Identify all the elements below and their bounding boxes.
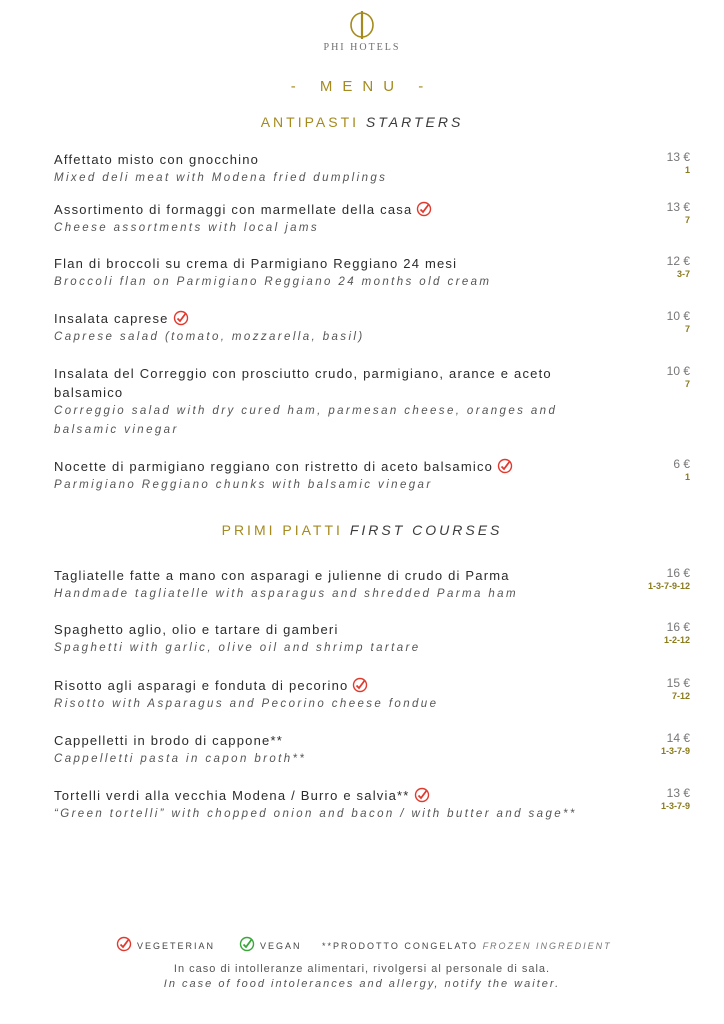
item-price: 6 € bbox=[673, 457, 690, 471]
menu-item bbox=[54, 620, 690, 658]
item-name-en: Spaghetti with garlic, olive oil and shrimp tartare bbox=[54, 642, 421, 654]
item-name-it: Nocette di parmigiano reggiano con ristretto di aceto balsamico bbox=[54, 459, 494, 474]
item-name-en: Caprese salad (tomato, mozzarella, basil) bbox=[54, 331, 365, 343]
item-allergens: 1-2-12 bbox=[663, 635, 690, 645]
vegetarian-icon bbox=[352, 677, 368, 693]
legend-frozen-en: FROZEN INGREDIENT bbox=[482, 941, 612, 951]
menu-item bbox=[54, 200, 690, 238]
phi-logo-icon bbox=[347, 10, 377, 40]
item-price: 16 € bbox=[666, 620, 690, 634]
section-title-starters bbox=[0, 114, 724, 130]
item-price: 12 € bbox=[666, 254, 690, 268]
item-name-it: Risotto agli asparagi e fonduta di pecorino bbox=[54, 678, 349, 693]
item-price: 13 € bbox=[666, 150, 690, 164]
item-price: 10 € bbox=[666, 364, 690, 378]
allergy-notice-en: In case of food intolerances and allergy, notify the waiter. bbox=[163, 978, 561, 990]
item-name-it: Insalata caprese bbox=[54, 311, 169, 326]
item-allergens: 1 bbox=[684, 165, 690, 175]
item-name-it: Tortelli verdi alla vecchia Modena / Burro e salvia** bbox=[54, 788, 410, 803]
vegetarian-icon bbox=[173, 310, 189, 326]
item-price: 10 € bbox=[666, 309, 690, 323]
legend bbox=[0, 936, 724, 952]
item-name-it: Spaghetto aglio, olio e tartare di gamberi bbox=[54, 622, 339, 637]
item-name-en: Broccoli flan on Parmigiano Reggiano 24 months old cream bbox=[54, 276, 492, 288]
legend-frozen-it: **PRODOTTO CONGELATO bbox=[322, 941, 479, 951]
item-name-it: Tagliatelle fatte a mano con asparagi e julienne di crudo di Parma bbox=[54, 568, 510, 583]
item-allergens: 1-3-7-9 bbox=[660, 746, 690, 756]
allergy-notice-it: In caso di intolleranze alimentari, rivolgersi al personale di sala. bbox=[173, 963, 551, 975]
legend-vegetarian: VEGETERIAN bbox=[136, 941, 215, 951]
item-name-it: Affettato misto con gnocchino bbox=[54, 152, 260, 167]
item-allergens: 7 bbox=[684, 379, 690, 389]
menu-item bbox=[54, 150, 690, 188]
item-allergens: 7 bbox=[684, 324, 690, 334]
item-name-en: Cheese assortments with local jams bbox=[54, 222, 320, 234]
item-price: 15 € bbox=[666, 676, 690, 690]
item-allergens: 7-12 bbox=[671, 691, 690, 701]
item-allergens: 7 bbox=[684, 215, 690, 225]
allergy-notice bbox=[0, 962, 724, 992]
menu-item bbox=[54, 254, 690, 292]
legend-vegan: VEGAN bbox=[259, 941, 302, 951]
item-price: 14 € bbox=[666, 731, 690, 745]
section-title-en: FIRST COURSES bbox=[349, 522, 503, 538]
item-name-en: Handmade tagliatelle with asparagus and shredded Parma ham bbox=[54, 588, 518, 600]
item-name-it: Insalata del Correggio con prosciutto crudo, parmigiano, arance e aceto balsamico bbox=[54, 366, 552, 400]
hotel-logo bbox=[0, 10, 724, 53]
vegetarian-icon bbox=[414, 787, 430, 803]
item-name-en: Parmigiano Reggiano chunks with balsamic vinegar bbox=[54, 479, 433, 491]
vegetarian-icon bbox=[416, 201, 432, 217]
vegan-icon bbox=[239, 936, 255, 952]
item-name-it: Cappelletti in brodo di cappone** bbox=[54, 733, 283, 748]
item-name-en: “Green tortelli” with chopped onion and bacon / with butter and sage** bbox=[54, 808, 577, 820]
item-name-en: Risotto with Asparagus and Pecorino cheese fondue bbox=[54, 698, 439, 710]
vegetarian-icon bbox=[497, 458, 513, 474]
menu-title: - MENU - bbox=[290, 78, 434, 95]
menu-item bbox=[54, 309, 690, 347]
section-title-first-courses bbox=[0, 522, 724, 538]
menu-item bbox=[54, 566, 690, 604]
item-allergens: 1-3-7-9-12 bbox=[647, 581, 690, 591]
item-allergens: 1-3-7-9 bbox=[660, 801, 690, 811]
item-price: 13 € bbox=[666, 786, 690, 800]
item-name-en: Correggio salad with dry cured ham, parmesan cheese, oranges and balsamic vinegar bbox=[54, 405, 558, 436]
item-name-it: Assortimento di formaggi con marmellate della casa bbox=[54, 202, 413, 217]
item-name-en: Cappelletti pasta in capon broth** bbox=[54, 753, 307, 765]
section-title-en: STARTERS bbox=[365, 114, 464, 130]
brand-name: PHI HOTELS bbox=[323, 42, 401, 53]
item-name-en: Mixed deli meat with Modena fried dumplings bbox=[54, 172, 388, 184]
item-allergens: 1 bbox=[684, 472, 690, 482]
menu-item bbox=[54, 731, 690, 769]
vegetarian-icon bbox=[116, 936, 132, 952]
menu-item bbox=[54, 457, 690, 495]
section-title-it: ANTIPASTI bbox=[260, 114, 360, 130]
item-allergens: 3-7 bbox=[676, 269, 690, 279]
menu-item bbox=[54, 364, 690, 440]
menu-item bbox=[54, 786, 690, 824]
item-price: 13 € bbox=[666, 200, 690, 214]
item-name-it: Flan di broccoli su crema di Parmigiano Reggiano 24 mesi bbox=[54, 256, 458, 271]
item-price: 16 € bbox=[666, 566, 690, 580]
menu-item bbox=[54, 676, 690, 714]
section-title-it: PRIMI PIATTI bbox=[221, 522, 343, 538]
